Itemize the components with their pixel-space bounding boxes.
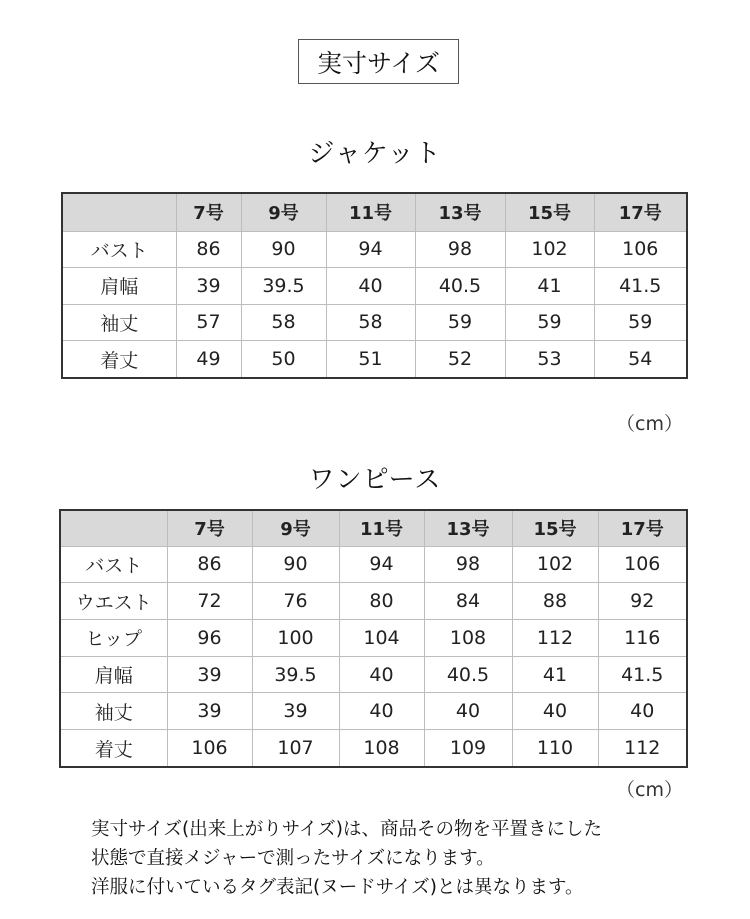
measurement-cell: 112	[598, 730, 687, 767]
table-row	[60, 656, 687, 693]
measurement-cell: 49	[176, 341, 241, 378]
measurement-cell: 40	[339, 656, 424, 693]
measurement-cell: 40.5	[424, 656, 512, 693]
measurement-cell: 112	[512, 619, 598, 656]
measurement-cell: 40	[424, 693, 512, 730]
header-size-cell: 13号	[415, 193, 505, 231]
table-row	[62, 304, 687, 341]
measurement-cell: 39.5	[252, 656, 339, 693]
header-size-cell: 7号	[176, 193, 241, 231]
size-notes	[91, 815, 602, 902]
header-size-cell: 17号	[594, 193, 687, 231]
measurement-cell: 90	[241, 231, 326, 268]
onepiece-unit-label: （cm）	[616, 779, 683, 801]
measurement-cell: 52	[415, 341, 505, 378]
table-row	[60, 583, 687, 620]
measurement-cell: 59	[594, 304, 687, 341]
measurement-cell: 96	[167, 619, 252, 656]
measurement-cell: 107	[252, 730, 339, 767]
onepiece-size-table	[59, 509, 688, 768]
measurement-cell: 41.5	[598, 656, 687, 693]
header-size-cell: 7号	[167, 510, 252, 546]
row-label-cell: バスト	[60, 546, 167, 583]
row-label-cell: ヒップ	[60, 619, 167, 656]
row-label-cell: 袖丈	[60, 693, 167, 730]
onepiece-section-title: ワンピース	[308, 465, 442, 495]
measurement-cell: 72	[167, 583, 252, 620]
measurement-cell: 104	[339, 619, 424, 656]
measurement-cell: 39	[167, 656, 252, 693]
jacket-unit-label: （cm）	[616, 413, 683, 435]
measurement-cell: 51	[326, 341, 415, 378]
row-label-cell: 袖丈	[62, 304, 176, 341]
header-size-cell: 13号	[424, 510, 512, 546]
header-size-cell: 15号	[505, 193, 594, 231]
measurement-cell: 108	[339, 730, 424, 767]
measurement-cell: 39	[176, 268, 241, 305]
measurement-cell: 100	[252, 619, 339, 656]
note-line: 状態で直接メジャーで測ったサイズになります。	[91, 848, 495, 869]
note-line: 洋服に付いているタグ表記(ヌードサイズ)とは異なります。	[91, 877, 584, 898]
jacket-section-title: ジャケット	[308, 139, 442, 169]
measurement-cell: 84	[424, 583, 512, 620]
header-corner-cell	[62, 193, 176, 231]
measurement-cell: 98	[424, 546, 512, 583]
table-row	[60, 619, 687, 656]
row-label-cell: 着丈	[62, 341, 176, 378]
header-size-cell: 9号	[241, 193, 326, 231]
table-header-row	[62, 193, 687, 231]
row-label-cell: 着丈	[60, 730, 167, 767]
measurement-cell: 59	[505, 304, 594, 341]
measurement-cell: 40	[326, 268, 415, 305]
table-row	[62, 268, 687, 305]
header-size-cell: 11号	[326, 193, 415, 231]
measurement-cell: 40.5	[415, 268, 505, 305]
row-label-cell: ウエスト	[60, 583, 167, 620]
note-line: 実寸サイズ(出来上がりサイズ)は、商品その物を平置きにした	[91, 819, 602, 840]
header-corner-cell	[60, 510, 167, 546]
measurement-cell: 90	[252, 546, 339, 583]
measurement-cell: 102	[505, 231, 594, 268]
measurement-cell: 58	[326, 304, 415, 341]
table-row	[60, 693, 687, 730]
page-title: 実寸サイズ	[298, 39, 459, 84]
table-row	[62, 341, 687, 378]
measurement-cell: 53	[505, 341, 594, 378]
table-row	[62, 231, 687, 268]
measurement-cell: 98	[415, 231, 505, 268]
table-header-row	[60, 510, 687, 546]
measurement-cell: 40	[598, 693, 687, 730]
row-label-cell: 肩幅	[60, 656, 167, 693]
measurement-cell: 57	[176, 304, 241, 341]
measurement-cell: 86	[176, 231, 241, 268]
measurement-cell: 54	[594, 341, 687, 378]
measurement-cell: 94	[326, 231, 415, 268]
measurement-cell: 41	[505, 268, 594, 305]
measurement-cell: 40	[339, 693, 424, 730]
measurement-cell: 109	[424, 730, 512, 767]
measurement-cell: 106	[167, 730, 252, 767]
measurement-cell: 102	[512, 546, 598, 583]
measurement-cell: 94	[339, 546, 424, 583]
measurement-cell: 108	[424, 619, 512, 656]
table-row	[60, 546, 687, 583]
measurement-cell: 40	[512, 693, 598, 730]
header-size-cell: 17号	[598, 510, 687, 546]
measurement-cell: 50	[241, 341, 326, 378]
measurement-cell: 116	[598, 619, 687, 656]
measurement-cell: 106	[598, 546, 687, 583]
measurement-cell: 41.5	[594, 268, 687, 305]
measurement-cell: 88	[512, 583, 598, 620]
measurement-cell: 58	[241, 304, 326, 341]
measurement-cell: 106	[594, 231, 687, 268]
measurement-cell: 110	[512, 730, 598, 767]
jacket-size-table	[61, 192, 688, 379]
header-size-cell: 15号	[512, 510, 598, 546]
measurement-cell: 80	[339, 583, 424, 620]
measurement-cell: 86	[167, 546, 252, 583]
table-row	[60, 730, 687, 767]
measurement-cell: 41	[512, 656, 598, 693]
measurement-cell: 39.5	[241, 268, 326, 305]
measurement-cell: 39	[167, 693, 252, 730]
measurement-cell: 92	[598, 583, 687, 620]
measurement-cell: 76	[252, 583, 339, 620]
row-label-cell: バスト	[62, 231, 176, 268]
row-label-cell: 肩幅	[62, 268, 176, 305]
header-size-cell: 9号	[252, 510, 339, 546]
measurement-cell: 59	[415, 304, 505, 341]
header-size-cell: 11号	[339, 510, 424, 546]
measurement-cell: 39	[252, 693, 339, 730]
